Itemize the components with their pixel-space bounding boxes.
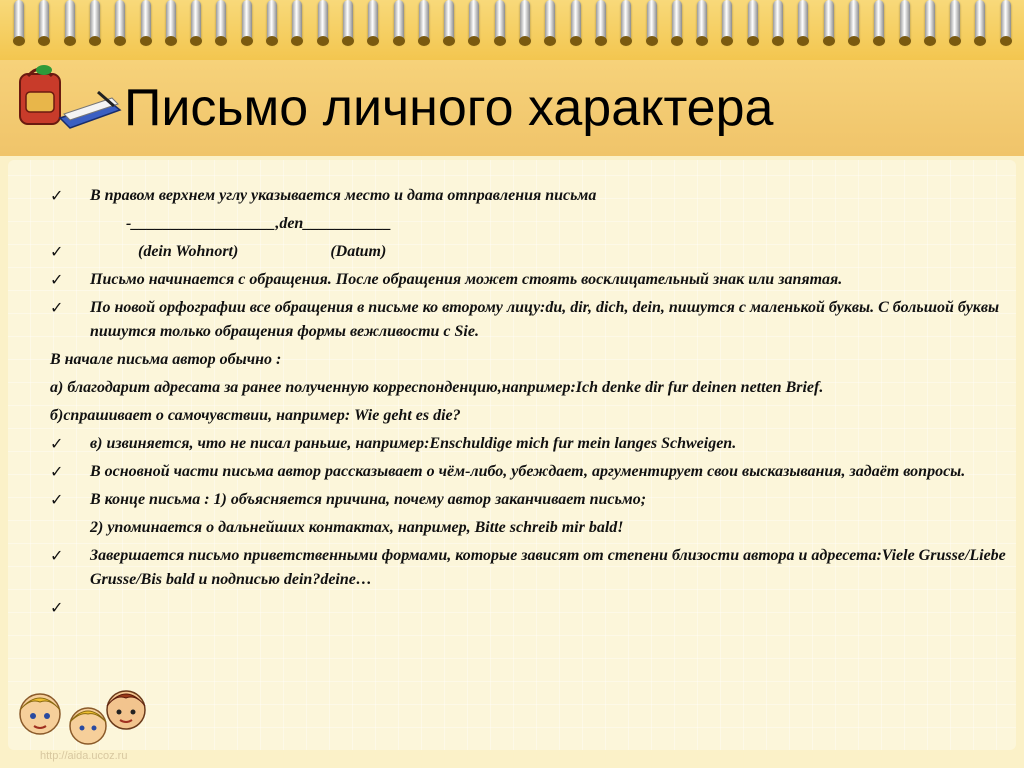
item-text: в) извиняется, что не писал раньше, например:Enschuldige mich fur mein langes Schweigen. xyxy=(90,435,737,452)
item-text: б)спрашивает о самочувствии, например: Wie geht es die? xyxy=(50,407,461,424)
binder-hole xyxy=(823,36,835,46)
binder-hole xyxy=(418,36,430,46)
item-text: В основной части письма автор рассказывает о чём-либо, убеждает, аргументирует свои высказывания, задаёт вопросы. xyxy=(90,463,966,480)
binder-hole xyxy=(974,36,986,46)
list-item xyxy=(50,432,1010,456)
binder-hole xyxy=(924,36,936,46)
list-item xyxy=(50,268,1010,292)
list-item xyxy=(50,184,1010,208)
item-text: Письмо начинается с обращения. После обращения может стоять восклицательный знак или запятая. xyxy=(90,271,843,288)
item-text: В начале письма автор обычно : xyxy=(50,351,282,368)
binder-hole xyxy=(443,36,455,46)
binder-hole xyxy=(1000,36,1012,46)
list-item xyxy=(50,516,1010,540)
binder-hole xyxy=(646,36,658,46)
binder-hole xyxy=(696,36,708,46)
binder-hole xyxy=(595,36,607,46)
check-icon: ✓ xyxy=(50,434,64,453)
list-item xyxy=(50,404,1010,428)
binder-band xyxy=(0,0,1024,60)
binder-hole xyxy=(64,36,76,46)
binder-hole xyxy=(241,36,253,46)
page-title: Письмо личного характера xyxy=(124,79,774,137)
binder-hole xyxy=(519,36,531,46)
binder-hole xyxy=(38,36,50,46)
check-icon: ✓ xyxy=(50,242,64,261)
source-url: http://aida.ucoz.ru xyxy=(40,750,128,762)
check-icon: ✓ xyxy=(50,546,64,565)
binder-hole xyxy=(393,36,405,46)
list-item xyxy=(50,348,1010,372)
binder-hole xyxy=(747,36,759,46)
item-text: В правом верхнем углу указывается место и дата отправления письма xyxy=(90,187,597,204)
binder-hole xyxy=(949,36,961,46)
item-text: (dein Wohnort) xyxy=(138,243,239,260)
check-icon: ✓ xyxy=(50,270,64,289)
check-icon: ✓ xyxy=(50,598,64,617)
binder-hole xyxy=(317,36,329,46)
binder-hole xyxy=(797,36,809,46)
schoolbag-icon xyxy=(14,62,124,134)
binder-hole xyxy=(671,36,683,46)
list-item xyxy=(50,212,1010,236)
list-item xyxy=(50,376,1010,400)
binder-hole xyxy=(165,36,177,46)
binder-hole xyxy=(367,36,379,46)
binder-hole xyxy=(873,36,885,46)
binder-hole xyxy=(342,36,354,46)
check-icon: ✓ xyxy=(50,462,64,481)
item-text: В конце письма : 1) объясняется причина, почему автор заканчивает письмо; xyxy=(90,491,647,508)
binder-hole xyxy=(721,36,733,46)
item-text: -__________________,den___________ xyxy=(126,215,392,232)
binder-hole xyxy=(899,36,911,46)
check-icon: ✓ xyxy=(50,490,64,509)
binder-hole xyxy=(266,36,278,46)
binder-hole xyxy=(89,36,101,46)
check-icon: ✓ xyxy=(50,298,64,317)
binder-hole xyxy=(544,36,556,46)
binder-hole xyxy=(772,36,784,46)
binder-hole xyxy=(620,36,632,46)
list-item xyxy=(50,488,1010,512)
binder-hole xyxy=(848,36,860,46)
binder-hole xyxy=(468,36,480,46)
binder-hole xyxy=(570,36,582,46)
item-text: 2) упоминается о дальнейших контактах, например, Bitte schreib mir bald! xyxy=(90,519,624,536)
item-text: (Datum) xyxy=(330,243,387,260)
list-item xyxy=(50,240,1010,264)
binder-hole xyxy=(140,36,152,46)
list-item xyxy=(50,544,1010,592)
item-text: а) благодарит адресата за ранее полученную корреспонденцию,например:Ich denke dir fur deinen netten Brief. xyxy=(50,379,824,396)
list-item xyxy=(50,296,1010,344)
binder-hole xyxy=(215,36,227,46)
item-text: По новой орфографии все обращения в письме ко второму лицу:du, dir, dich, dein, пишутся с маленькой буквы. С большой буквы пишутся только обращения формы вежливости с Sie. xyxy=(90,299,1000,340)
list-item xyxy=(50,460,1010,484)
binder-hole xyxy=(494,36,506,46)
letter-rules-list xyxy=(50,184,1010,617)
binder-hole xyxy=(291,36,303,46)
binder-hole xyxy=(190,36,202,46)
children-icon xyxy=(10,680,150,750)
item-text: Завершается письмо приветственными формами, которые зависят от степени близости автора и адресета:Viele Grusse/Liebe Grusse/Bis bald и подписью dein?deine… xyxy=(90,547,1006,588)
check-icon: ✓ xyxy=(50,186,64,205)
binder-hole xyxy=(114,36,126,46)
binder-hole xyxy=(13,36,25,46)
